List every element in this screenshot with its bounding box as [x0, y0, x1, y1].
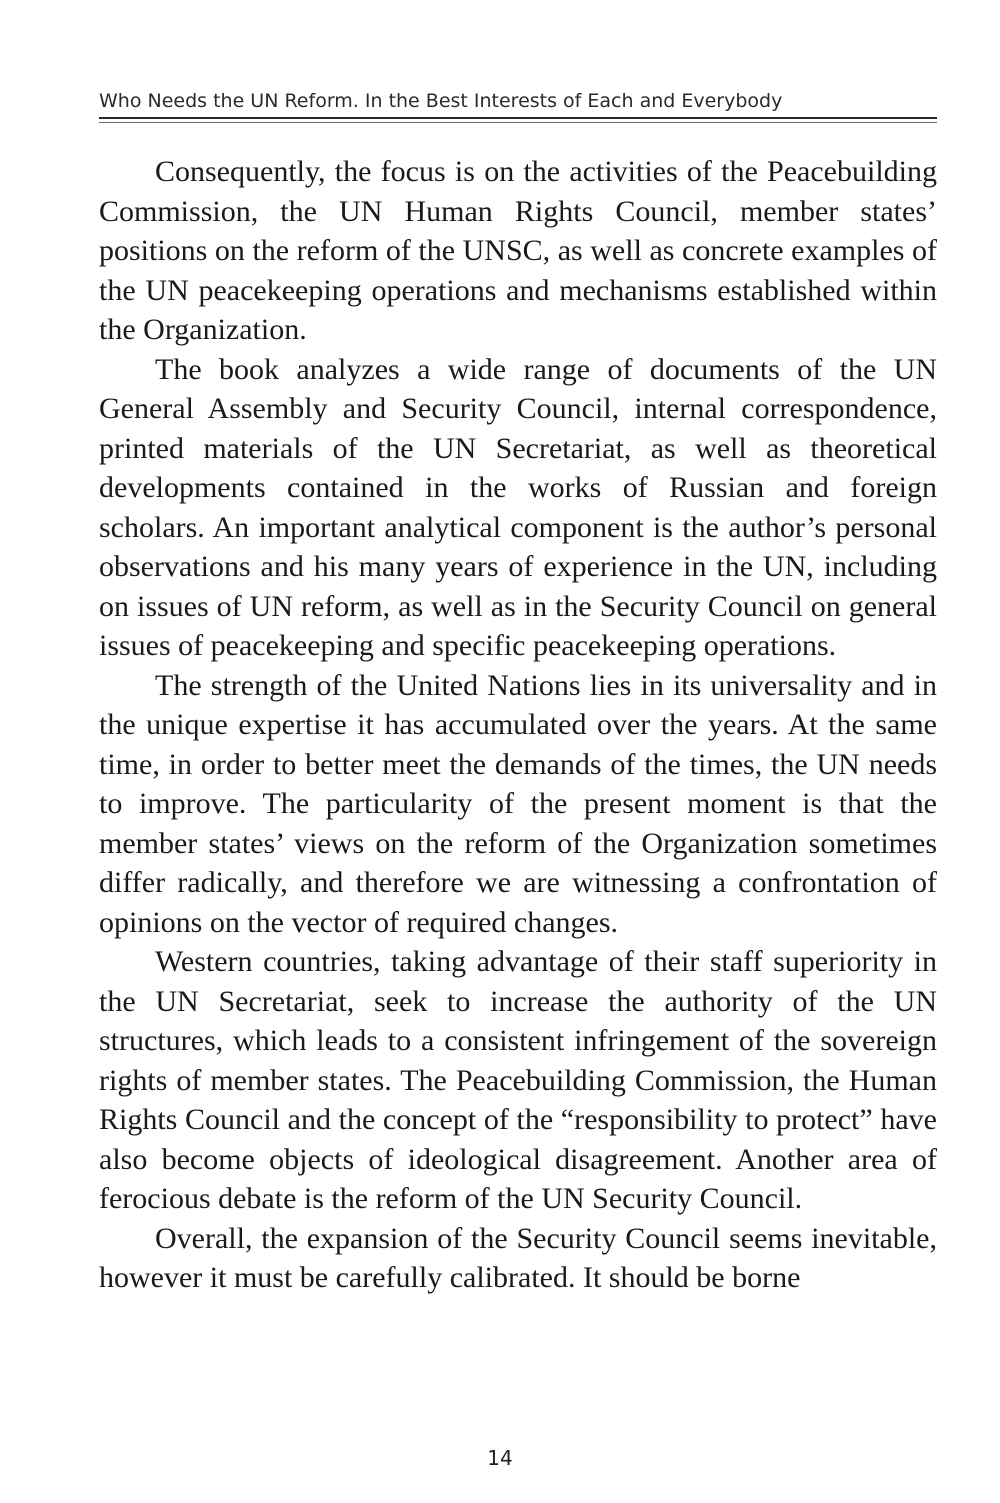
paragraph: Western countries, taking advantage of their staff superiority in the UN Secretariat, seek to increase the authority of the UN structures, which leads to a consistent infringement of the sovereign rights of member states. The Peacebuilding Commission, the Human Rights Council and the concept of the “responsibility to protect” have also become objects of ideological disagreement. Another area of ferocious debate is the reform of the UN Security Council. [99, 945, 937, 1215]
paragraph: The strength of the United Nations lies in its universality and in the unique expertise it has accumulated over the years. At the same time, in order to better meet the demands of the times, the UN needs to improve. The particularity of the present moment is that the member states’ views on the reform of the Organization sometimes differ radically, and therefore we are witnessing a confrontation of opinions on the vector of required changes. [99, 668, 937, 939]
paragraph: The book analyzes a wide range of documents of the UN General Assembly and Security Council, internal correspondence, printed materials of the UN Secretariat, as well as theoretical developments contained in the works of Russian and foreign scholars. An important analytical component is the author’s personal observations and his many years of experience in the UN, including on issues of UN reform, as well as in the Security Council on general issues of peacekeeping and specific peacekeeping operations. [99, 352, 937, 662]
body-text [99, 152, 937, 1298]
paragraph: Overall, the expansion of the Security Council seems inevitable, however it must be carefully calibrated. It should be borne [99, 1221, 937, 1294]
paragraph: Consequently, the focus is on the activities of the Peacebuilding Commission, the UN Human Rights Council, member states’ positions on the reform of the UNSC, as well as concrete examples of the UN peacekeeping operations and mechanisms established within the Organization. [99, 155, 937, 346]
running-header: Who Needs the UN Reform. In the Best Interests of Each and Everybody [99, 90, 783, 112]
header-rule-secondary [99, 122, 937, 123]
page-number: 14 [487, 1446, 513, 1470]
header-rule [99, 117, 937, 119]
